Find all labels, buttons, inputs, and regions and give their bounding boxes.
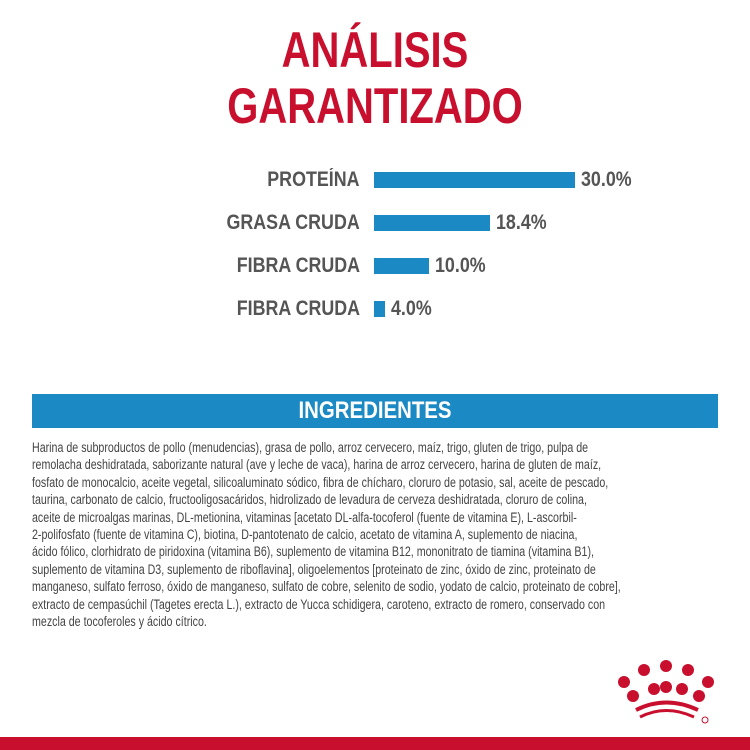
analysis-bar bbox=[374, 172, 575, 188]
royal-canin-crown-logo bbox=[612, 660, 722, 725]
ingredients-line: 2-polifosfato (fuente de vitamina C), biotina, D-pantotenato de calcio, acetato de vitamina A, suplemento de niacina, bbox=[32, 527, 578, 543]
ingredients-line: mezcla de tocoferoles y ácido cítrico. bbox=[32, 614, 207, 630]
analysis-row bbox=[0, 208, 750, 238]
analysis-row bbox=[0, 294, 750, 324]
analysis-label: FIBRA CRUDA bbox=[236, 297, 360, 320]
ingredients-line: aceite de microalgas marinas, DL-metionina, vitaminas [acetato DL-alfa-tocoferol (fuente de vitamina E), L-ascorbil- bbox=[32, 509, 577, 525]
ingredients-line: ácido fólico, clorhidrato de piridoxina (vitamina B6), suplemento de vitamina B12, mononitrato de tiamina (vitamina B1), bbox=[32, 544, 594, 560]
analysis-value: 30.0% bbox=[580, 168, 632, 191]
title-line-2: GARANTIZADO bbox=[227, 78, 523, 134]
analysis-label: GRASA CRUDA bbox=[226, 211, 360, 234]
ingredients-line: manganeso, sulfato ferroso, óxido de manganeso, sulfato de cobre, selenito de sodio, yodato de calcio, proteinato de cobre], bbox=[32, 579, 621, 595]
ingredients-line: extracto de cempasúchil (Tagetes erecta L.), extracto de Yucca schidigera, caroteno, extracto de romero, conservado con bbox=[32, 596, 606, 612]
ingredients-banner bbox=[32, 394, 718, 428]
analysis-value: 18.4% bbox=[496, 211, 547, 234]
analysis-bar bbox=[374, 258, 429, 274]
analysis-label: FIBRA CRUDA bbox=[236, 254, 360, 277]
ingredients-line: remolacha deshidratada, saborizante natural (ave y leche de vaca), harina de arroz cervecero, harina de gluten de maíz, bbox=[32, 457, 602, 473]
footer-red-bar bbox=[0, 737, 750, 750]
analysis-bar bbox=[374, 301, 385, 317]
ingredients-line: taurina, carbonato de calcio, fructooligosacáridos, hidrolizado de levadura de cerveza deshidratada, cloruro de colina, bbox=[32, 492, 587, 508]
ingredients-line: fosfato de monocalcio, aceite vegetal, silicoaluminato sódico, fibra de chícharo, cloruro de potasio, sal, aceite de pescado, bbox=[32, 474, 609, 490]
analysis-value: 10.0% bbox=[434, 254, 486, 277]
analysis-row bbox=[0, 251, 750, 281]
ingredients-line: suplemento de vitamina D3, suplemento de riboflavina], oligoelementos [proteinato de zinc, óxido de zinc, proteinato de bbox=[32, 561, 596, 577]
title-line-1: ANÁLISIS bbox=[281, 22, 469, 78]
analysis-bar bbox=[374, 215, 490, 231]
ingredients-line: Harina de subproductos de pollo (menudencias), grasa de pollo, arroz cervecero, maíz, trigo, gluten de trigo, pulpa de bbox=[32, 440, 589, 455]
ingredients-text bbox=[32, 439, 743, 630]
ingredients-heading: INGREDIENTES bbox=[298, 397, 452, 424]
analysis-row bbox=[0, 165, 750, 195]
analysis-label: PROTEÍNA bbox=[267, 168, 360, 191]
analysis-value: 4.0% bbox=[390, 297, 432, 320]
